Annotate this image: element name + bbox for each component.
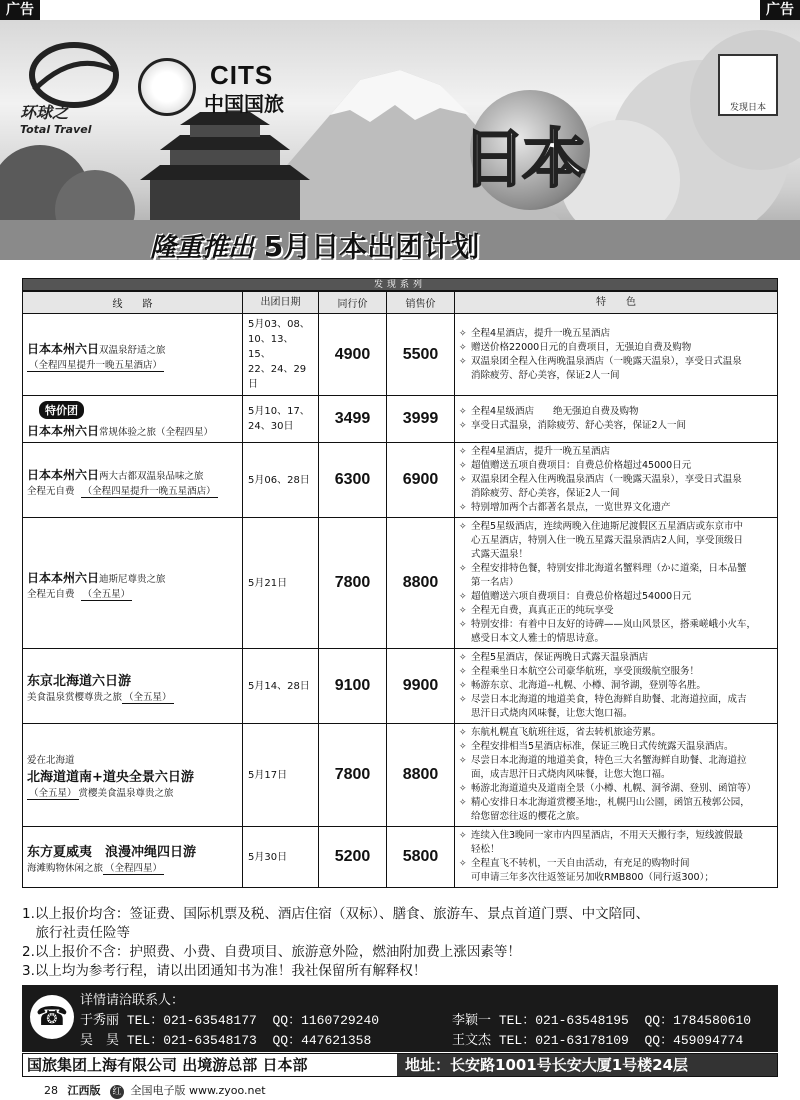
feature-item: ✧ 尽尝日本北海道的地道美食，特色海鲜自助餐、北海道拉面，成吉 [459,694,747,705]
header-route: 线 路 [23,292,243,314]
page-footer [44,1082,266,1099]
route-title: 日本本州六日 [27,342,100,356]
feature-item: 心五星酒店，特别入住一晚五星露天温泉酒店2人间，享受顶级日 [471,535,744,546]
route-cell [23,518,243,649]
price-notes [22,905,778,981]
feature-item: 消除疲劳、舒心美容，保证2人一间 [471,488,620,499]
feature-item: 式露天温泉！ [471,549,529,560]
itinerary-table [22,278,778,888]
route-cell [23,827,243,888]
feature-item: ✧ 畅游北海道道央及道南全景（小樽、札幌、洞爷湖、登别、函馆等） [459,783,757,794]
feature-item: ✧ 精心安排日本北海道赏樱圣地:，札幌円山公園，函馆五稜郭公园， [459,797,750,808]
peer-price: 6300 [319,443,387,518]
contact-label: 详情请洽联系人： [80,993,185,1008]
feature-item: ✧ 双温泉团全程入住两晚温泉酒店（一晚露天温泉），享受日式温泉 [459,474,742,485]
site: 全国电子版 www.zyoo.net [130,1084,266,1097]
table-row [23,443,778,518]
note-line: 1.以上报价均含：签证费、国际机票及税、酒店住宿（双标）、膳食、旅游车、景点首道门票、中文陪同、 [22,906,650,922]
diamond-bullet-icon: ✧ [459,667,467,677]
route-note-plain: 全程无自费 [27,588,75,600]
route-title: 日本本州六日 [27,570,100,585]
route-note: （全程四星提升一晚五星酒店） [29,360,163,371]
feature-item: ✧ 赠送价格22000日元的自费项目，无强迫自费及购物 [459,341,692,353]
feature-item: 消除疲劳、舒心美容，保证2人一间 [471,369,620,381]
date-line: 5月06、28日 [248,474,310,486]
features-cell [455,396,778,443]
route-subtitle: 两大古都双温泉品味之旅 [99,470,204,482]
headline-text: 5月日本出团计划 [263,230,480,260]
header-sale-price: 销售价 [387,292,455,314]
peer-price: 9100 [319,649,387,724]
feature-item: ✧ 尽尝日本北海道的地道美食，特色三大名蟹海鲜自助餐、北海道拉 [459,755,747,766]
date-line: 5月30日 [248,851,288,863]
date-line: 5月14、28日 [248,680,310,692]
diamond-bullet-icon: ✧ [459,421,467,431]
peer-price: 7800 [319,724,387,827]
cits-emblem [138,58,196,116]
route-cell [23,724,243,827]
diamond-bullet-icon: ✧ [459,653,467,663]
feature-item: 感受日本文人雅士的情思诗意。 [471,633,605,644]
peer-price: 4900 [319,314,387,396]
features-cell [455,518,778,649]
diamond-bullet-icon: ✧ [459,447,467,457]
feature-item: ✧ 全程直飞不转机，一天自由活动，有充足的购物时间 [459,858,690,869]
japan-title: 日本 [462,122,582,197]
table-row [23,649,778,724]
feature-item: 可申请三年多次往返签证另加收RMB800（同行返300）； [471,872,714,883]
sale-price: 9900 [387,649,455,724]
date-cell [243,649,319,724]
feature-item: ✧ 全程乘坐日本航空公司豪华航班，享受顶级航空服务！ [459,666,700,677]
route-subtitle: 常规体验之旅 [99,427,157,438]
route-subtitle: 迪斯尼尊贵之旅 [99,573,166,585]
route-subtitle: 双温泉舒适之旅 [99,345,166,356]
special-badge: 特价团 [39,401,84,419]
feature-item: ✧ 全程安排相当5星酒店标准，保证三晚日式传统露天温泉酒店。 [459,741,734,752]
feature-item: 轻松！ [471,844,500,855]
sale-price: 6900 [387,443,455,518]
features-cell [455,443,778,518]
company-address: 地址：长安路1001号长安大厦1号楼24层 [397,1054,777,1076]
features-cell [455,649,778,724]
peer-price: 5200 [319,827,387,888]
diamond-bullet-icon: ✧ [459,407,467,417]
sale-price: 5500 [387,314,455,396]
header-features: 特 色 [455,292,778,314]
feature-item: ✧ 东航札幌直飞航班往返，省去转机旅途劳累。 [459,727,662,738]
feature-item: ✧ 全程无自费，真真正正的纯玩享受 [459,605,614,616]
feature-item: ✧ 特别增加两个古都著名景点，一览世界文化遗产 [459,502,671,513]
date-cell [243,724,319,827]
date-cell [243,396,319,443]
banner [0,20,800,260]
diamond-bullet-icon: ✧ [459,503,467,513]
cits-name-cn: 中国国旅 [204,92,284,116]
route-title: 东方夏威夷 浪漫冲绳四日游 [27,844,197,860]
diamond-bullet-icon: ✧ [459,592,467,602]
diamond-bullet-icon: ✧ [459,328,467,339]
feature-item: ✧ 连续入住3晚同一家市内四星酒店，不用天天搬行李，短线渡假最 [459,830,744,841]
diamond-bullet-icon: ✧ [459,728,467,738]
page-number: 28 [44,1084,58,1097]
route-note: （全程四星） [156,427,214,438]
diamond-bullet-icon: ✧ [459,356,467,367]
route-title: 北海道道南+道央全景六日游 [27,769,194,785]
contact-person: 王文杰 TEL：021-63178109 QQ：459094774 [452,1033,744,1048]
table-row [23,314,778,396]
sale-price: 3999 [387,396,455,443]
date-cell [243,518,319,649]
route-note: （全程四星） [105,862,163,874]
feature-item: ✧ 全程4星酒店，提升一晚五星酒店 [459,446,611,457]
diamond-bullet-icon: ✧ [459,859,467,869]
route-cell [23,314,243,396]
headline-emphasis: 隆重推出 [150,233,255,260]
features-cell [455,314,778,396]
peer-price: 7800 [319,518,387,649]
edition: 江西版 [67,1084,101,1097]
feature-item: 给您留恋往返的樱花之旅。 [471,811,586,822]
diamond-bullet-icon: ✧ [459,681,467,691]
total-travel-name: 环球之 Total Travel [20,103,92,136]
diamond-bullet-icon: ✧ [459,606,467,616]
route-pre: 爱在北海道 [27,754,75,766]
table-row [23,724,778,827]
discover-japan-text: 发现日本 [729,103,766,113]
table-row [23,396,778,443]
diamond-bullet-icon: ✧ [459,784,467,794]
route-cell [23,649,243,724]
header-date: 出团日期 [243,292,319,314]
diamond-bullet-icon: ✧ [459,342,467,353]
contact-person: 吴 昊 TEL：021-63548173 QQ：447621358 [80,1033,372,1048]
table-row [23,518,778,649]
diamond-bullet-icon: ✧ [459,522,467,532]
diamond-bullet-icon: ✧ [459,620,467,630]
company-name: 国旅集团上海有限公司 出境游总部 日本部 [27,1056,308,1074]
date-line: 24、30日 [248,421,294,432]
date-line: 5月17日 [248,769,288,781]
sale-price: 5800 [387,827,455,888]
feature-item: ✧ 超值赠送六项自费项目：自费总价格超过54000日元 [459,591,692,602]
feature-item: 思汗日式烧肉风味餐，让您大饱口福。 [471,708,633,719]
note-line: 3.以上均为参考行程，请以出团通知书为准！我社保留所有解释权！ [22,963,427,979]
diamond-bullet-icon: ✧ [459,564,467,574]
feature-item: ✧ 双温泉团全程入住两晚温泉酒店（一晚露天温泉），享受日式温泉 [459,355,742,367]
feature-item: ✧ 享受日式温泉，消除疲劳、舒心美容，保证2人一间 [459,420,687,431]
footer-bar [22,1053,778,1077]
route-note: （全程四星提升一晚五星酒店） [82,485,216,497]
series-title: 发现系列 [22,278,778,291]
route-subtitle: 海滩购物休闲之旅 [27,862,104,874]
feature-item: ✧ 全程安排特色餐，特别安排北海道名蟹料理（かに道楽，日本品蟹 [459,563,747,574]
features-cell [455,724,778,827]
route-cell [23,396,243,443]
date-cell [243,827,319,888]
contact-person: 李颖一 TEL：021-63548195 QQ：1784580610 [452,1013,752,1028]
sale-price: 8800 [387,724,455,827]
route-note: （全五星） [82,588,131,600]
note-line: 旅行社责任险等 [22,925,130,941]
feature-item: 第一名店） [471,577,519,588]
cits-name-en: CITS [210,60,274,90]
route-note-plain: 全程无自费 [27,485,75,497]
date-cell [243,314,319,396]
contact-panel [22,985,778,1052]
headline [150,225,479,260]
diamond-bullet-icon: ✧ [459,695,467,705]
route-note: （全五星） [124,691,172,703]
feature-item: ✧ 全程4星酒店，提升一晚五星酒店 [459,327,611,339]
route-cell [23,443,243,518]
feature-item: ✧ 特别安排：有着中日友好的诗碑——岚山风景区，搭乘嵯峨小火车， [459,619,757,630]
ad-label-left: 广告 [0,0,40,20]
phone-icon: ☎ [30,995,74,1039]
route-subtitle: 赏樱美食温泉尊贵之旅 [78,787,174,799]
feature-item: ✧ 畅游东京、北海道--札幌、小樽、洞爷湖，登别等名胜。 [459,680,706,691]
sale-price: 8800 [387,518,455,649]
route-title: 日本本州六日 [27,467,100,482]
diamond-bullet-icon: ✧ [459,798,467,808]
feature-item: ✧ 全程5星级酒店，连续两晚入住迪斯尼渡假区五星酒店或东京市中 [459,521,744,532]
diamond-bullet-icon: ✧ [459,475,467,485]
date-cell [243,443,319,518]
diamond-bullet-icon: ✧ [459,831,467,841]
header-peer-price: 同行价 [319,292,387,314]
date-line: 5月21日 [248,577,288,589]
route-title: 日本本州六日 [27,424,100,438]
features-cell [455,827,778,888]
feature-item: 面，成吉思汗日式烧肉风味餐，让您大饱口福。 [471,769,671,780]
edition-circle: 红 [110,1085,124,1099]
note-line: 2.以上报价不含：护照费、小费、自费项目、旅游意外险，燃油附加费上涨因素等！ [22,944,521,960]
route-subtitle: 美食温泉赏樱尊贵之旅 [27,691,123,703]
feature-item: ✧ 全程4星级酒店 绝无强迫自费及购物 [459,406,639,417]
contact-person: 于秀丽 TEL：021-63548177 QQ：1160729240 [80,1013,380,1028]
date-line: 5月10、17、 [248,406,310,417]
date-line: 5月03、08、 [248,319,310,330]
peer-price: 3499 [319,396,387,443]
diamond-bullet-icon: ✧ [459,742,467,752]
table-row [23,827,778,888]
feature-item: ✧ 全程5星酒店，保证两晚日式露天温泉酒店 [459,652,649,663]
diamond-bullet-icon: ✧ [459,461,467,471]
route-note: （全五星） [29,787,77,799]
date-line: 10、13、15、 [248,334,294,360]
route-title: 东京北海道六日游 [27,673,132,689]
diamond-bullet-icon: ✧ [459,756,467,766]
ad-label-right: 广告 [760,0,800,20]
feature-item: ✧ 超值赠送五项自费项目：自费总价格超过45000日元 [459,460,692,471]
date-line: 22、24、29日 [248,364,307,390]
